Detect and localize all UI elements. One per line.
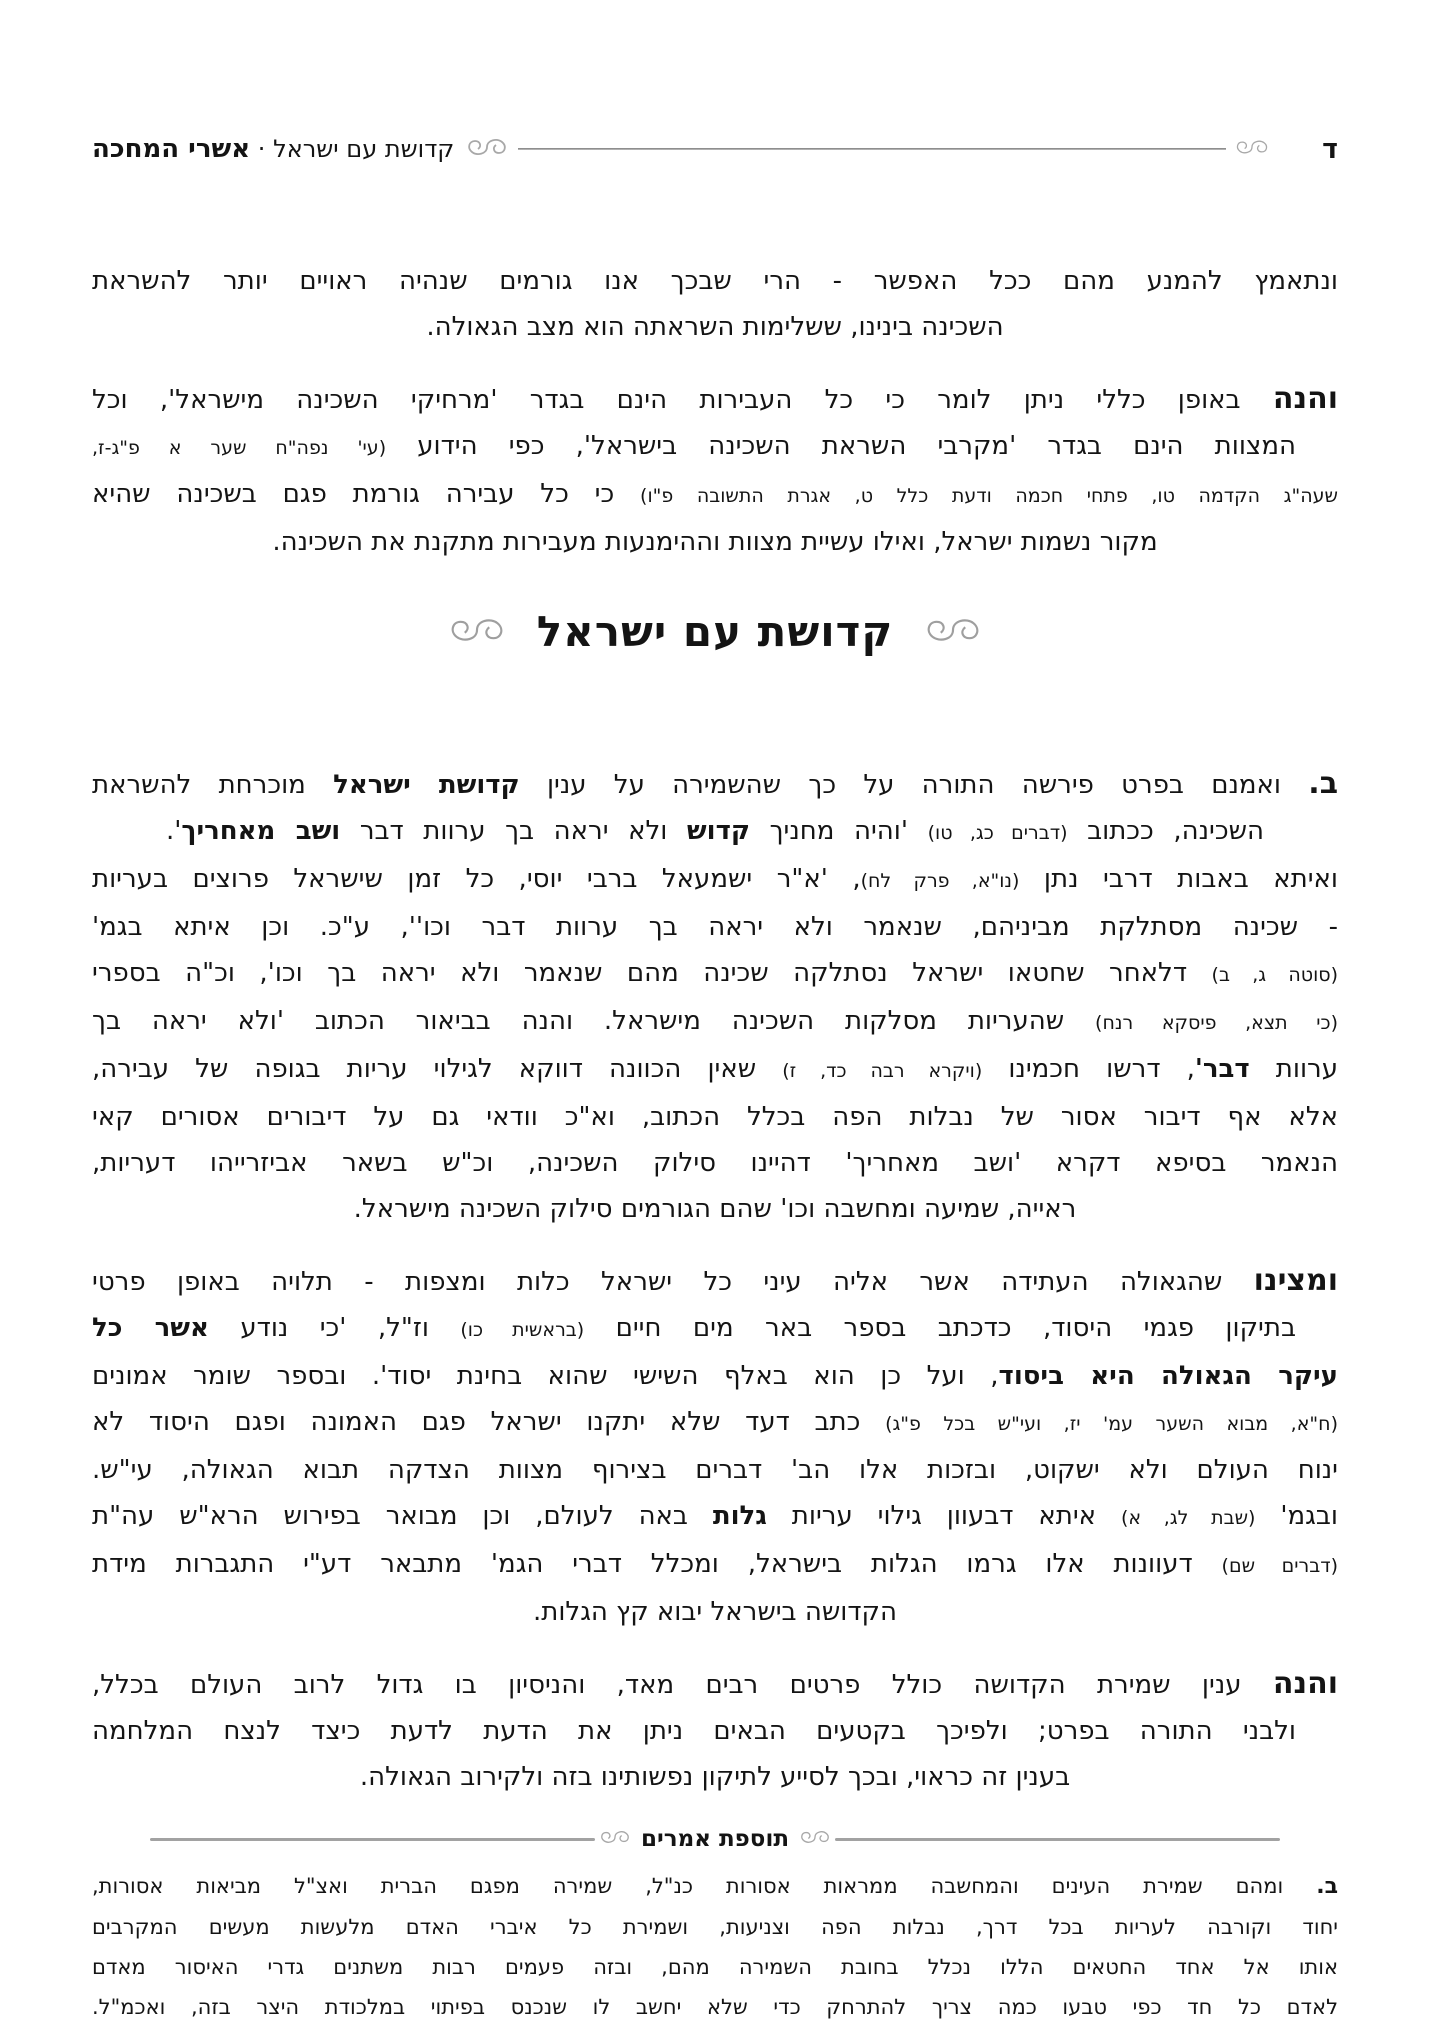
flourish-icon <box>460 136 514 162</box>
text-segment: ומהם שמירת העינים והמחשבה ממראות אסורות כנ"ל, שמירה מפגם הברית ואצ"ל מביאות אסורות, <box>92 1874 1317 1898</box>
flourish-icon <box>913 615 993 649</box>
text-segment: הקדושה בישראל יבוא קץ הגלות. <box>533 1597 897 1627</box>
text-line <box>92 1866 1338 1907</box>
paragraph <box>92 376 1338 565</box>
text-segment: ערוות <box>1249 1054 1338 1084</box>
flourish-icon <box>1230 137 1274 161</box>
text-segment: ונתאמץ להמנע מהם ככל האפשר - הרי שבכך אנו גורמים שנהיה ראויים יותר להשראת <box>92 266 1338 296</box>
text-segment: והנה <box>1272 381 1338 416</box>
text-segment: אותו אל אחד החטאים הללו נכלל בחובת השמירה מהם, ובזה פעמים רבות משתנים גדרי האיסור מאדם <box>92 1955 1338 1979</box>
text-segment: דלאחר שחטאו ישראל נסתלקה שכינה מהם שנאמר ולא יראה בך וכו', וכ"ה בספרי <box>92 958 1212 988</box>
text-segment: אלא אף דיבור אסור של נבלות הפה בכלל הכתוב, וא"כ וודאי גם על דיבורים אסורים קאי <box>92 1102 1338 1132</box>
text-segment: איתא דבעוון גילוי עריות <box>766 1501 1121 1531</box>
body-text-main <box>92 761 1338 1800</box>
divider-line <box>835 1838 1280 1841</box>
text-segment: ב. <box>1308 766 1338 801</box>
flourish-icon <box>595 1828 635 1850</box>
text-segment: לאדם כל חד כפי טבעו כמה צריך להתרחק כדי שלא יחשב לו שנכנס בפיתוי במלכודת היצר בזה, ואכמ"ל. <box>92 1995 1338 2019</box>
text-segment: שהגאולה העתידה אשר אליה עיני כל ישראל כלות ומצפות - תלויה באופן פרטי <box>92 1267 1254 1297</box>
chapter-title: קדושת עם ישראל <box>273 135 455 163</box>
text-segment: , דרשו חכמינו <box>982 1054 1195 1084</box>
text-segment: מוכרחת להשראת <box>92 770 334 800</box>
text-segment: (נו"א, פרק לח) <box>860 870 1020 892</box>
text-segment: שאין הכוונה דווקא לגילוי עריות בגופה של עבירה, <box>92 1054 783 1084</box>
paragraph <box>92 761 1338 1232</box>
text-line <box>92 856 1338 904</box>
text-line <box>92 950 1338 998</box>
section-heading-row <box>92 591 1338 673</box>
page-content <box>92 0 1338 2024</box>
text-segment: שעה"ג הקדמה טו, פתחי חכמה ודעת כלל ט, אגרת התשובה פ"ו) <box>640 485 1338 507</box>
text-segment: (דברים שם) <box>1221 1555 1339 1577</box>
text-segment: (ויקרא רבה כד, ז) <box>782 1060 983 1082</box>
text-line <box>92 376 1338 423</box>
text-line <box>92 1589 1338 1635</box>
text-segment: אשר כל <box>92 1313 209 1343</box>
text-segment: ומצינו <box>1253 1263 1338 1298</box>
text-line <box>92 761 1338 808</box>
text-segment: הנאמר בסיפא דקרא 'ושב מאחריך' דהיינו סילוק השכינה, וכ"ש בשאר אביזרייהו דעריות, <box>92 1148 1338 1178</box>
text-segment: מקור נשמות ישראל, ואילו עשיית מצוות וההימנעות מעבירות מתקנת את השכינה. <box>272 527 1158 557</box>
text-segment: גלות <box>712 1501 767 1531</box>
body-text-top <box>92 258 1338 565</box>
paragraph <box>92 1661 1338 1800</box>
section-heading: קדושת עם ישראל <box>536 607 894 656</box>
text-line <box>92 304 1338 350</box>
page-number: ד <box>1322 133 1338 165</box>
text-line <box>92 1399 1338 1447</box>
text-segment: ענין שמירת הקדושה כולל פרטים רבים מאד, והניסיון בו גדול לרוב העולם בכלל, <box>92 1670 1273 1700</box>
text-line <box>92 1947 1338 1987</box>
addenda-divider <box>150 1826 1280 1852</box>
text-segment: דעוונות אלו גרמו הגלות בישראל, ומכלל דברי הגמ' מתבאר דע"י התגברות מידת <box>92 1549 1222 1579</box>
text-segment: ושב מאחריך <box>181 816 341 846</box>
text-segment: ראייה, שמיעה ומחשבה וכו' שהם הגורמים סילוק השכינה מישראל. <box>353 1194 1077 1224</box>
text-segment: (שבת לג, א) <box>1120 1507 1256 1529</box>
text-line <box>92 1708 1338 1754</box>
text-segment: (ח"א, מבוא השער עמ' יז, ועי"ש בכל פ"ג) <box>885 1413 1338 1435</box>
text-line <box>92 1305 1338 1353</box>
flourish-icon <box>437 615 517 649</box>
text-line <box>92 1754 1338 1800</box>
text-line <box>92 519 1338 565</box>
text-segment: ולא יראה בך ערוות דבר <box>340 816 687 846</box>
text-segment: (סוטה ג, ב) <box>1211 964 1338 986</box>
text-segment: 'והיה מחניך <box>750 816 928 846</box>
text-line <box>92 1353 1338 1399</box>
text-segment: בתיקון פגמי היסוד, כדכתב בספר באר מים חיים <box>584 1313 1296 1343</box>
title-separator: · <box>257 135 266 163</box>
footnote-text <box>92 1866 1338 2024</box>
text-segment: קדושת ישראל <box>333 770 520 800</box>
text-segment: כי כל עבירה גורמת פגם בשכינה שהיא <box>92 479 641 509</box>
text-segment: בענין זה כראוי, ובכך לסייע לתיקון נפשותינו בזה ולקירוב הגאולה. <box>359 1762 1071 1792</box>
text-segment: באה לעולם, וכן מבואר בפירוש הרא"ש עה"ת <box>92 1501 713 1531</box>
text-segment: (דברים כג, טו) <box>927 822 1068 844</box>
text-line <box>92 1493 1338 1541</box>
text-segment: ואיתא באבות דרבי נתן <box>1019 864 1338 894</box>
text-segment: ובגמ' <box>1255 1501 1338 1531</box>
text-line <box>92 1447 1338 1493</box>
text-segment: (בראשית כו) <box>460 1319 585 1341</box>
text-line <box>92 1046 1338 1094</box>
paragraph <box>92 1258 1338 1635</box>
text-line <box>92 808 1338 856</box>
flourish-icon <box>795 1828 835 1850</box>
text-line <box>92 998 1338 1046</box>
divider-line <box>150 1838 595 1841</box>
text-line <box>92 258 1338 304</box>
text-segment: המצוות הינם בגדר 'מקרבי השראת השכינה בישראל', כפי הידוע <box>386 431 1296 461</box>
text-segment: (כי תצא, פיסקא רנח) <box>1095 1012 1338 1034</box>
text-line <box>92 1186 1338 1232</box>
text-segment: , ועל כן הוא באלף השישי שהוא בחינת יסוד'. ובספר שומר אמונים <box>92 1361 999 1391</box>
text-segment: (עי' נפה"ח שער א פ"ג-ז, <box>92 437 387 459</box>
text-segment: '. <box>166 816 182 846</box>
text-segment: השכינה בינינו, ששלימות השראתה הוא מצב הגאולה. <box>426 312 1004 342</box>
text-line <box>92 1258 1338 1305</box>
text-segment: עיקר הגאולה היא ביסוד <box>998 1361 1338 1391</box>
header-title <box>92 134 454 164</box>
text-segment: וז"ל, 'כי נודע <box>208 1313 461 1343</box>
text-segment: שהעריות מסלקות השכינה מישראל. והנה בביאור הכתוב 'ולא יראה בך <box>92 1006 1096 1036</box>
paragraph <box>92 1866 1338 2024</box>
text-segment: והנה <box>1272 1666 1338 1701</box>
text-segment: ואמנם בפרט פירשה התורה על כך שהשמירה על ענין <box>519 770 1309 800</box>
addenda-divider-label: תוספת אמרים <box>640 1826 790 1852</box>
header-rule <box>518 148 1226 150</box>
text-segment: דבר' <box>1194 1054 1250 1084</box>
text-segment: , 'א"ר ישמעאל ברבי יוסי, כל זמן שישראל פרוצים בעריות <box>92 864 861 894</box>
paragraph <box>92 258 1338 350</box>
text-line <box>92 471 1338 519</box>
text-segment: קדוש <box>686 816 750 846</box>
text-segment: ינוח העולם ולא ישקוט, ובזכות אלו הב' דברים בצירוף מצוות הצדקה תבוא הגאולה, עי"ש. <box>92 1455 1338 1485</box>
text-line <box>92 1541 1338 1589</box>
book-title: אשרי המחכה <box>92 134 251 164</box>
text-line <box>92 904 1338 950</box>
text-segment: כתב דעד שלא יתקנו ישראל פגם האמונה ופגם היסוד לא <box>92 1407 886 1437</box>
text-line <box>92 1661 1338 1708</box>
text-line <box>92 423 1338 471</box>
running-header <box>92 128 1338 170</box>
text-line <box>92 1907 1338 1947</box>
text-segment: ולבני התורה בפרט; ולפיכך בקטעים הבאים ניתן את הדעת לדעת כיצד לנצח המלחמה <box>92 1716 1296 1746</box>
text-segment: - שכינה מסתלקת מביניהם, שנאמר ולא יראה בך ערוות דבר וכו'', ע"כ. וכן איתא בגמ' <box>92 912 1338 942</box>
text-line <box>92 1094 1338 1140</box>
text-segment: ב. <box>1316 1874 1338 1899</box>
text-segment: השכינה, ככתוב <box>1067 816 1264 846</box>
text-line <box>92 1140 1338 1186</box>
text-line <box>92 1987 1338 2024</box>
text-segment: יחוד וקורבה לעריות בכל דרך, נבלות הפה וצניעות, ושמירת כל איברי האדם מלעשות מעשים המקרבים <box>92 1915 1338 1939</box>
text-segment: באופן כללי ניתן לומר כי כל העבירות הינם בגדר 'מרחיקי השכינה מישראל', וכל <box>92 385 1273 415</box>
